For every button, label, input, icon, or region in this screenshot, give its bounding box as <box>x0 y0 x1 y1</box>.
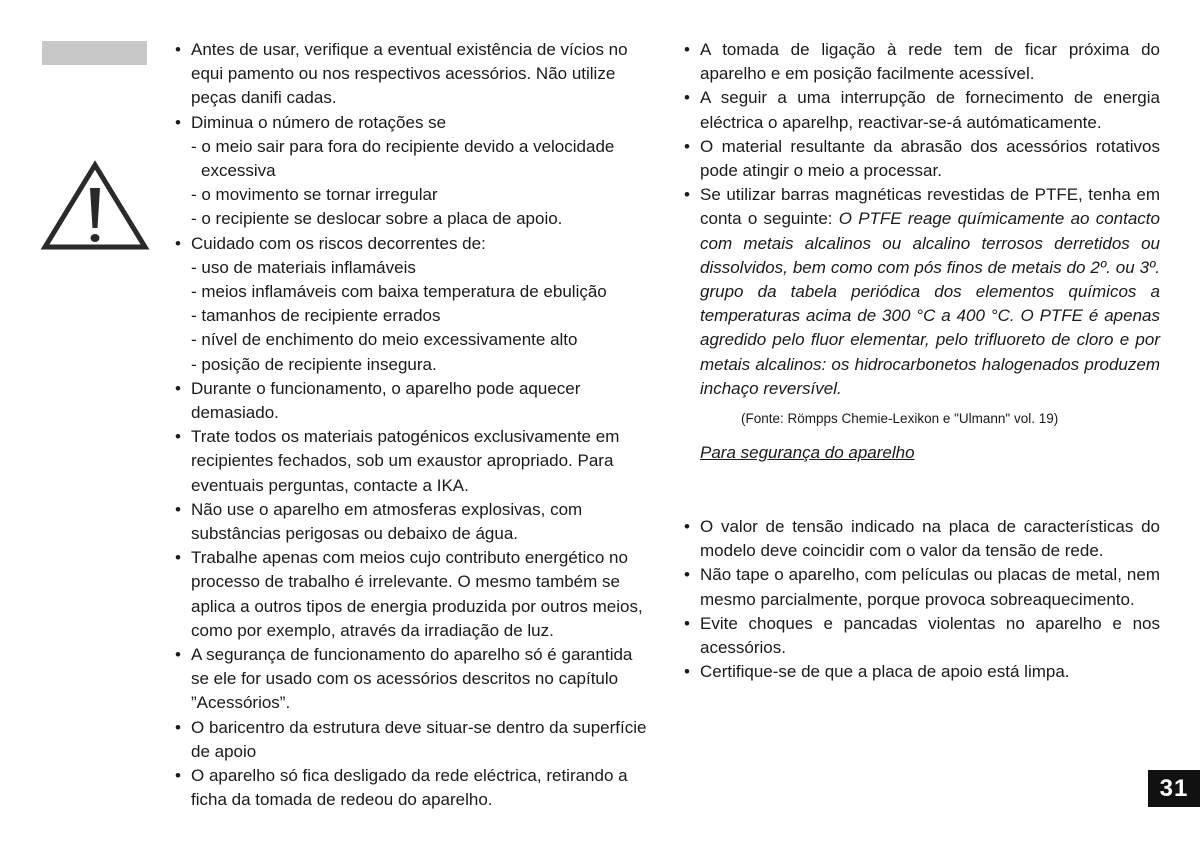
bullet-heat: • Durante o funcionamento, o aparelho pode aquecer demasiado. <box>175 377 653 425</box>
left-column <box>175 38 653 813</box>
bullet-shocks: • Evite choques e pancadas violentas no aparelho e nos acessórios. <box>684 612 1160 660</box>
bullet-ptfe <box>684 183 1160 401</box>
section-tab <box>42 41 147 65</box>
bullet-accessories: • A segurança de funcionamento do aparelho só é garantida se ele for usado com os acessórios descritos no capítulo ”Acessórios”. <box>175 643 653 716</box>
bullet-pathogenic: • Trate todos os materiais patogénicos exclusivamente em recipientes fechados, sob um exaustor apropriado. Para eventuais perguntas, contacte a IKA. <box>175 425 653 498</box>
section-heading: Para segurança do aparelho <box>700 443 915 463</box>
dash-item: - o meio sair para fora do recipiente devido a velocidade <box>191 136 615 156</box>
bullet-barycenter: • O baricentro da estrutura deve situar-se dentro da superfície de apoio <box>175 716 653 764</box>
page-number: 31 <box>1148 770 1200 807</box>
dash-list-risks <box>175 256 653 377</box>
source-citation: (Fonte: Römpps Chemie-Lexikon e "Ulmann" vol. 19) <box>741 411 1059 427</box>
dash-item: - posição de recipiente insegura. <box>191 354 437 374</box>
dash-list-speed <box>175 135 653 232</box>
bullet-energy: • Trabalhe apenas com meios cujo contributo energético no processo de trabalho é irrelevante. O mesmo também se aplica a outros tipos de energia produzida por outros meios, como por exemplo, através da irradiação de luz. <box>175 546 653 643</box>
dash-item: - o movimento se tornar irregular <box>191 185 438 205</box>
dash-item: - o recipiente se deslocar sobre a placa de apoio. <box>191 209 563 229</box>
bullet-cover: • Não tape o aparelho, com películas ou placas de metal, nem mesmo parcialmente, porque provoca sobreaquecimento. <box>684 563 1160 611</box>
dash-item: - meios inflamáveis com baixa temperatura de ebulição <box>191 282 607 302</box>
bullet-reduce-speed: • Diminua o número de rotações se <box>175 111 653 135</box>
dash-item: - nível de enchimento do meio excessivamente alto <box>191 330 578 350</box>
bullet-clean: • Certifique-se de que a placa de apoio está limpa. <box>684 660 1160 684</box>
dash-item: - tamanhos de recipiente errados <box>191 306 441 326</box>
bullet-inspect: • Antes de usar, verifique a eventual existência de vícios no equi pamento ou nos respectivos acessórios. Não utilize peças danifi cadas. <box>175 38 653 111</box>
ptfe-warning: O PTFE reage químicamente ao contacto com metais alcalinos ou alcalino terrosos derretidos ou dissolvidos, bem como com pós finos de metais do 2º. ou 3º. grupo da tabela periódica dos elementos químicos a temperaturas acima de 300 °C a 400 °C. O PTFE é apenas agredido pelo fluor elementar, pelo trifluoreto de cloro e por metais alcalinos: os hidrocarbonetos halogenados produzem inchaço reversível. <box>700 209 1160 398</box>
ptfe-intro: Se utilizar barras magnéticas revestidas de PTFE, tenha em conta o seguinte: <box>700 185 1160 229</box>
bullet-risks: • Cuidado com os riscos decorrentes de: <box>175 232 653 256</box>
dash-item: - uso de materiais inflamáveis <box>191 257 416 277</box>
bullet-voltage: • O valor de tensão indicado na placa de características do modelo deve coincidir com o valor da tensão de rede. <box>684 515 1160 563</box>
bullet-socket: • A tomada de ligação à rede tem de ficar próxima do aparelho e em posição facilmente acessível. <box>684 38 1160 86</box>
bullet-disconnect: • O aparelho só fica desligado da rede eléctrica, retirando a ficha da tomada de redeou do aparelho. <box>175 764 653 812</box>
bullet-restart: • A seguir a uma interrupção de fornecimento de energia eléctrica o aparelhp, reactivar-se-á autómaticamente. <box>684 86 1160 134</box>
warning-triangle-icon <box>40 160 150 252</box>
right-column <box>684 38 1160 465</box>
dash-item-continuation: excessiva <box>201 161 276 181</box>
bullet-abrasion: • O material resultante da abrasão dos acessórios rotativos pode atingir o meio a processar. <box>684 135 1160 183</box>
bullet-explosive: • Não use o aparelho em atmosferas explosivas, com substâncias perigosas ou debaixo de água. <box>175 498 653 546</box>
right-column-device <box>684 515 1160 684</box>
